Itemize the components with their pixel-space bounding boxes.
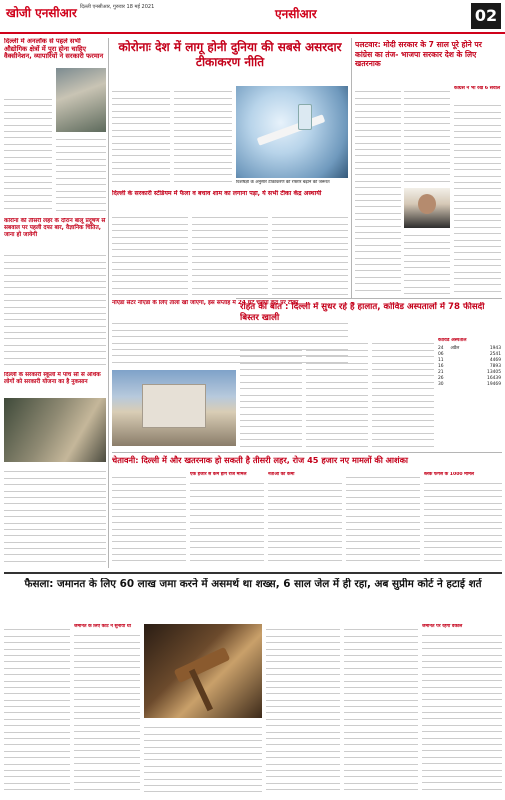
- story2-sub1-box: [236, 180, 348, 188]
- story5-sub3: ब्लैक फंगस के 1000 मामले: [424, 472, 474, 477]
- table-row: 06 2541: [438, 352, 501, 357]
- story1-body-b: [56, 134, 106, 214]
- story3-sidebox-title-box: [454, 86, 501, 98]
- column-rule-2: [351, 38, 352, 298]
- story4-headline: राहत की बात : दिल्ली में सुधर रहे हैं हालात, कोविड अस्पतालों में 78 फीसदी बिस्तर खाली: [240, 302, 485, 323]
- story5-headline-box: [112, 455, 502, 469]
- vial-shape: [298, 104, 312, 130]
- story2-body-a: [112, 86, 170, 186]
- story2-sub2-box: [112, 190, 348, 210]
- story5-body-a: [112, 472, 186, 568]
- story2-headline: कोरोनाः देश में लागू होनी दुनिया की सबसे असरदार टीकाकरण नीति: [118, 40, 342, 69]
- story2-vaccine-photo: [236, 86, 348, 178]
- story1-headline: दिल्ली में अनलॉक से पहले सभी औद्योगिक क्षेत्रों में पूरा होना चाहिए वैक्सीनेशन, व्यापारियों ने सरकारी फरमान: [4, 38, 104, 61]
- story4-table: [438, 346, 501, 388]
- story4-table-title: कोविड अस्पताल: [438, 338, 467, 343]
- horizontal-rule-2: [112, 452, 502, 453]
- story3-sidebox-title: कांग्रेस ने भी रखे 6 सवाल: [454, 86, 501, 91]
- table-row: 24 अप्रैल 1943: [438, 346, 501, 351]
- story1-sub2-box: [4, 372, 106, 396]
- story1-headline-box: [4, 38, 104, 66]
- story5-sub2: नेताओं की कमी: [268, 472, 295, 477]
- story1-body-d: [4, 466, 106, 568]
- story5-body-d: [346, 472, 420, 568]
- story6-body-a: [4, 624, 70, 796]
- story4-headline-box: [240, 302, 502, 336]
- story2-body-e: [272, 212, 348, 298]
- story3-headline-box: [355, 40, 501, 84]
- story1-photo-2: [4, 398, 106, 462]
- story2-sub2: दिल्ली के सरकारी स्टेडियम में फैला व बचाव शाम का लगाना पड़ा, ये सभी टीका केंद्र अस्थायी: [112, 190, 322, 197]
- table-row: 26 16439: [438, 376, 501, 381]
- building-shape: [142, 384, 206, 428]
- story6-gavel-photo: [144, 624, 262, 718]
- story1-sub2: दिल्ली के सरकारी स्कूलों में पांच सौ से अधिक लोगों को सरकारी योजना का है नुकसान: [4, 372, 101, 385]
- table-row: 21 13405: [438, 370, 501, 375]
- story6-body-e: [344, 624, 418, 796]
- story2-sub1: विशेषज्ञों के अनुसार टीकाकरण की रफ्तार बढ़ाने की जरूरत: [236, 180, 330, 185]
- story3-portrait: [404, 188, 450, 228]
- story6-body-f: [422, 624, 502, 796]
- story3-body-b: [404, 86, 450, 186]
- story5-body-b: [190, 472, 264, 568]
- story3-headline: पलटवार: मोदी सरकार के 7 साल पूरे होने पर कांग्रेस का तंज- भाजपा सरकार देश के लिए खतरनाक: [355, 40, 482, 69]
- story6-body-c: [144, 722, 262, 796]
- story1-text-lines-a: [4, 81, 52, 214]
- story2-body-b: [174, 86, 232, 186]
- story2-body-d: [192, 212, 268, 298]
- horizontal-rule: [236, 298, 502, 299]
- story1-body-c: [4, 250, 106, 368]
- story5-body-c: [268, 472, 342, 568]
- story3-body-c: [404, 230, 450, 296]
- story3-sidebox-body: [454, 100, 501, 296]
- syringe-shape: [257, 114, 326, 145]
- paper-name: खोजी एनसीआर: [6, 6, 77, 20]
- story6-sub2: जमानत के लिए कोर्ट ने सुनाया था: [74, 624, 131, 629]
- story4-body-a: [240, 338, 302, 450]
- story4-hospital-photo: [112, 370, 236, 446]
- page-number: 02: [471, 3, 501, 29]
- gavel-head-shape: [174, 647, 231, 683]
- story6-body-d: [266, 624, 340, 796]
- story5-headline: चेतावनी: दिल्ली में और खतरनाक हो सकती है तीसरी लहर, रोज 45 हजार नए मामलों की आशंका: [112, 455, 409, 465]
- masthead: [0, 0, 505, 34]
- story2-body-c: [112, 212, 188, 298]
- bottom-rule: [4, 572, 502, 574]
- dateline: दिल्ली एनसीआर, गुरुवार 18 मई 2021: [80, 4, 155, 10]
- table-row: 16 7893: [438, 364, 501, 369]
- story1-body-a: [4, 68, 52, 214]
- story6-body-b: [74, 624, 140, 796]
- story6-headline: फैसला: जमानत के लिए 60 लाख जमा करने में असमर्थ था शख्स, 6 साल जेल में ही रहा, अब सुप्रीम कोर्ट ने हटाई शर्त: [24, 578, 482, 590]
- story2-sub3: नोएडा सेंटर नोएडा के लिए ताला खो जाएगा, इस सप्ताह में 24 घंटे चलेगा केंद्र पर टीका: [112, 300, 299, 306]
- story4-body-c: [372, 338, 434, 450]
- story6-sub1: जमानत पर रहेगा वकील: [422, 624, 463, 629]
- table-row: 30 19469: [438, 382, 501, 387]
- face-shape: [418, 194, 436, 214]
- story4-body-b: [306, 338, 368, 450]
- story5-body-e: [424, 472, 502, 568]
- story3-body-a: [355, 86, 401, 296]
- story1-sub1: कोरोना की तीसरी लहर के दौरान बालू प्रदूषण से सबवाल पर पहली दफा बार, वैज्ञानिक चिंतित, जाना हो जायेगी: [4, 218, 106, 238]
- gavel-handle-shape: [189, 669, 213, 711]
- column-rule: [108, 38, 109, 568]
- story5-sub1: एक हजार से कम होंगे रोज मामले: [190, 472, 247, 477]
- story2-headline-box: [112, 40, 348, 84]
- story4-table-box: [438, 338, 501, 450]
- story1-sub1-box: [4, 218, 106, 248]
- table-row: 11 4469: [438, 358, 501, 363]
- story1-photo: [56, 68, 106, 132]
- section-title: एनसीआर: [275, 7, 317, 21]
- story6-headline-box: [6, 578, 500, 620]
